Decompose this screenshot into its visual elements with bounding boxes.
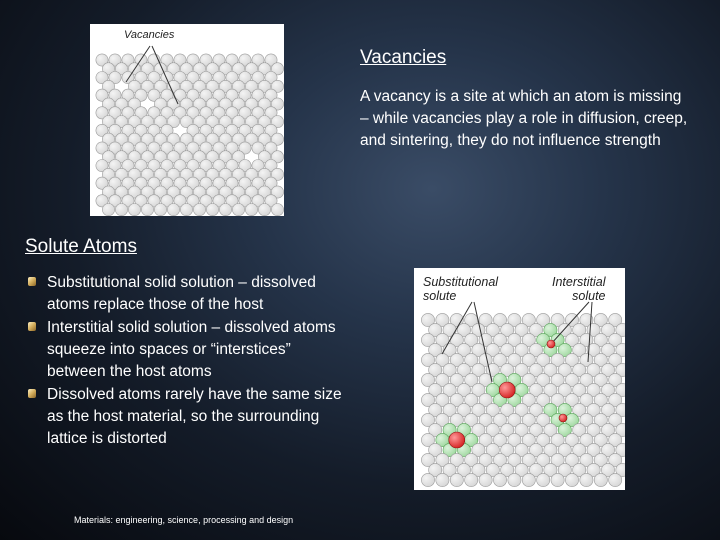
host-atom: [167, 204, 179, 216]
solute-bullet-list: [28, 272, 353, 451]
footer-citation: Materials: engineering, science, processing and design: [74, 515, 294, 525]
vacancies-figure-label: Vacancies: [124, 29, 175, 41]
interstitial-solute-atom: [559, 414, 567, 422]
vacancy-lattice-diagram: [90, 24, 284, 216]
vacancies-heading: Vacancies: [360, 47, 447, 68]
host-atom: [551, 473, 564, 486]
bullet-text: Dissolved atoms rarely have the same size as the host material, so the surrounding lattice is distorted: [47, 386, 342, 447]
host-atom: [193, 204, 205, 216]
host-atom: [258, 204, 270, 216]
interstitial-solute-label: Interstitial solute: [552, 275, 606, 303]
substitutional-solute-atom: [449, 432, 465, 448]
bullet-item: [28, 317, 353, 383]
bullet-text: Interstitial solid solution – dissolved atoms squeeze into spaces or “interstices” between the host atoms: [47, 319, 336, 380]
bullet-item: [28, 384, 353, 450]
host-atom: [206, 204, 218, 216]
host-atom: [609, 473, 622, 486]
bullet-icon: [28, 277, 36, 286]
substitutional-solute-atom: [499, 382, 515, 398]
host-atom: [565, 473, 578, 486]
host-atom: [493, 473, 506, 486]
host-atom: [115, 204, 127, 216]
host-atom: [436, 473, 449, 486]
host-atom: [537, 473, 550, 486]
host-atom: [271, 204, 283, 216]
bullet-icon: [28, 389, 36, 398]
host-atom: [421, 473, 434, 486]
host-atom: [450, 473, 463, 486]
host-atom: [465, 473, 478, 486]
host-atom: [594, 473, 607, 486]
interstitial-solute-atom: [547, 340, 555, 348]
host-atom: [141, 204, 153, 216]
vacancies-figure: [90, 24, 284, 216]
substitutional-solute-label: Substitutional solute: [423, 275, 499, 303]
host-atom: [154, 204, 166, 216]
bullet-icon: [28, 322, 36, 331]
host-atom: [479, 473, 492, 486]
bullet-item: [28, 272, 353, 316]
bullet-text: Substitutional solid solution – dissolved atoms replace those of the host: [47, 274, 316, 313]
solute-atoms-figure: [414, 268, 625, 490]
host-atom: [580, 473, 593, 486]
host-atom: [245, 204, 257, 216]
host-atom: [232, 204, 244, 216]
host-atom: [522, 473, 535, 486]
solute-atoms-heading: Solute Atoms: [25, 236, 137, 257]
host-atom: [128, 204, 140, 216]
host-atom: [180, 204, 192, 216]
vacancies-description: A vacancy is a site at which an atom is missing – while vacancies play a role in diffusion, creep, and sintering, they do not influence strength: [360, 88, 688, 149]
host-atom: [508, 473, 521, 486]
host-atom: [102, 204, 114, 216]
host-atom: [219, 204, 231, 216]
